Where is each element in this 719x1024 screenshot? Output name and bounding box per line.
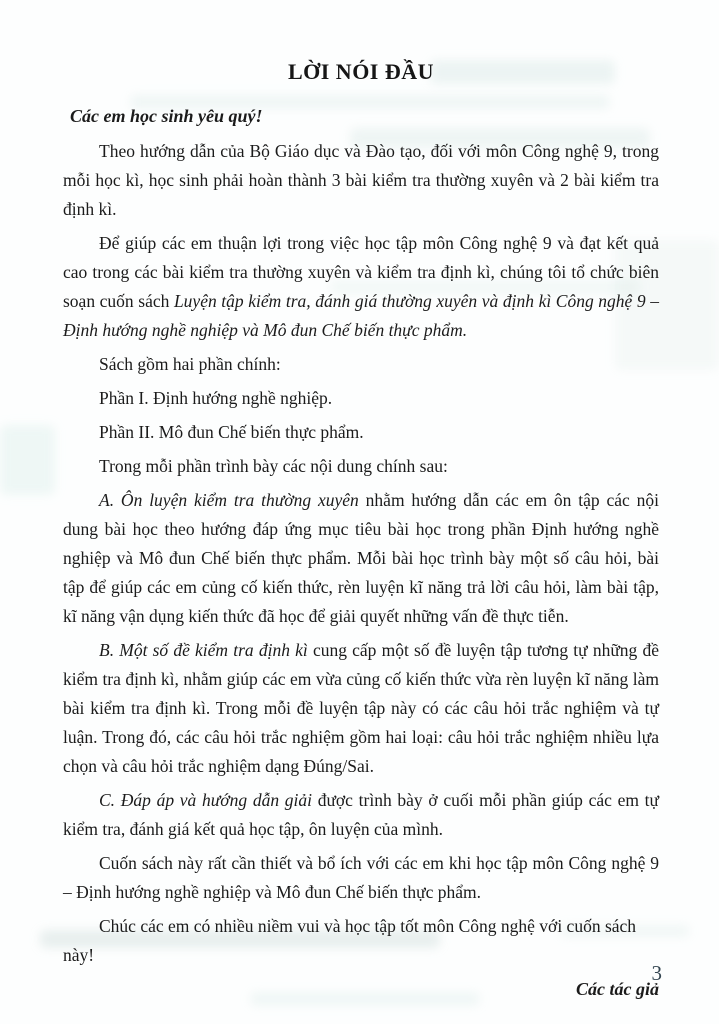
- part-2-line: [63, 418, 659, 447]
- section-c-rest: được trình bày ở cuối mỗi phần giúp các em tự kiểm tra, đánh giá kết quả học tập, ôn luyện của mình.: [63, 790, 660, 839]
- paragraph-value-text: Cuốn sách này rất cần thiết và bổ ích với các em khi học tập môn Công nghệ 9 – Định hướng nghề nghiệp và Mô đun Chế biến thực phẩm.: [63, 853, 659, 902]
- paragraph-structure-text: Sách gồm hai phần chính:: [99, 354, 281, 374]
- text-block: [63, 56, 659, 1004]
- paragraph-sections-intro-text: Trong mỗi phần trình bày các nội dung chính sau:: [99, 456, 448, 476]
- paragraph-intro: [63, 137, 659, 224]
- authors-signature: Các tác giả: [576, 979, 659, 999]
- paragraph-structure: [63, 350, 659, 379]
- part-1-text: Phần I. Định hướng nghề nghiệp.: [99, 388, 333, 408]
- section-b-lead: B. Một số đề kiểm tra định kì: [99, 640, 308, 660]
- show-through-artifact: [0, 425, 55, 495]
- paragraph-intro-text: Theo hướng dẫn của Bộ Giáo dục và Đào tạo, đối với môn Công nghệ 9, trong mỗi học kì, học sinh phải hoàn thành 3 bài kiểm tra thường xuyên và 2 bài kiểm tra định kì.: [63, 141, 659, 219]
- section-c-paragraph: [63, 786, 659, 844]
- paragraph-purpose-text: Để giúp các em thuận lợi trong việc học tập môn Công nghệ 9 và đạt kết quả cao trong các bài kiểm tra thường xuyên và kiểm tra định kì, chúng tôi tổ chức biên soạn cuốn sách: [63, 233, 659, 311]
- paragraph-wish-text: Chúc các em có nhiều niềm vui và học tập tốt môn Công nghệ với cuốn sách này!: [63, 916, 637, 965]
- book-title-italic: Luyện tập kiểm tra, đánh giá thường xuyên và định kì Công nghệ 9 – Định hướng nghề nghiệp và Mô đun Chế biến thực phẩm.: [63, 291, 659, 340]
- paragraph-purpose: [63, 229, 659, 345]
- page-title: LỜI NÓI ĐẦU: [287, 59, 435, 84]
- section-a-paragraph: [63, 486, 659, 631]
- section-c-lead: C. Đáp áp và hướng dẫn giải: [99, 790, 312, 810]
- salutation: Các em học sinh yêu quý!: [70, 106, 263, 126]
- part-1-line: [63, 384, 659, 413]
- page-number: 3: [651, 961, 662, 985]
- paragraph-value: [63, 849, 659, 907]
- paragraph-wish: [63, 912, 659, 970]
- paragraph-sections-intro: [63, 452, 659, 481]
- section-a-lead: A. Ôn luyện kiểm tra thường xuyên: [99, 490, 359, 510]
- section-a-rest: nhằm hướng dẫn các em ôn tập các nội dung bài học theo hướng đáp ứng mục tiêu bài học trong phần Định hướng nghề nghiệp và Mô đun Chế biến thực phẩm. Mỗi bài học trình bày một số câu hỏi, bài tập để giúp các em củng cố kiến thức, rèn luyện kĩ năng trả lời câu hỏi, làm bài tập, kĩ năng vận dụng kiến thức đã học để giải quyết những vấn đề thực tiễn.: [63, 490, 659, 626]
- section-b-paragraph: [63, 636, 659, 781]
- section-b-rest: cung cấp một số đề luyện tập tương tự những đề kiểm tra định kì, nhằm giúp các em vừa củng cố kiến thức vừa rèn luyện kĩ năng làm bài kiểm tra định kì. Trong mỗi đề luyện tập này có các câu hỏi trắc nghiệm và tự luận. Trong đó, các câu hỏi trắc nghiệm gồm hai loại: câu hỏi trắc nghiệm nhiều lựa chọn và câu hỏi trắc nghiệm dạng Đúng/Sai.: [63, 640, 659, 776]
- part-2-text: Phần II. Mô đun Chế biến thực phẩm.: [99, 422, 364, 442]
